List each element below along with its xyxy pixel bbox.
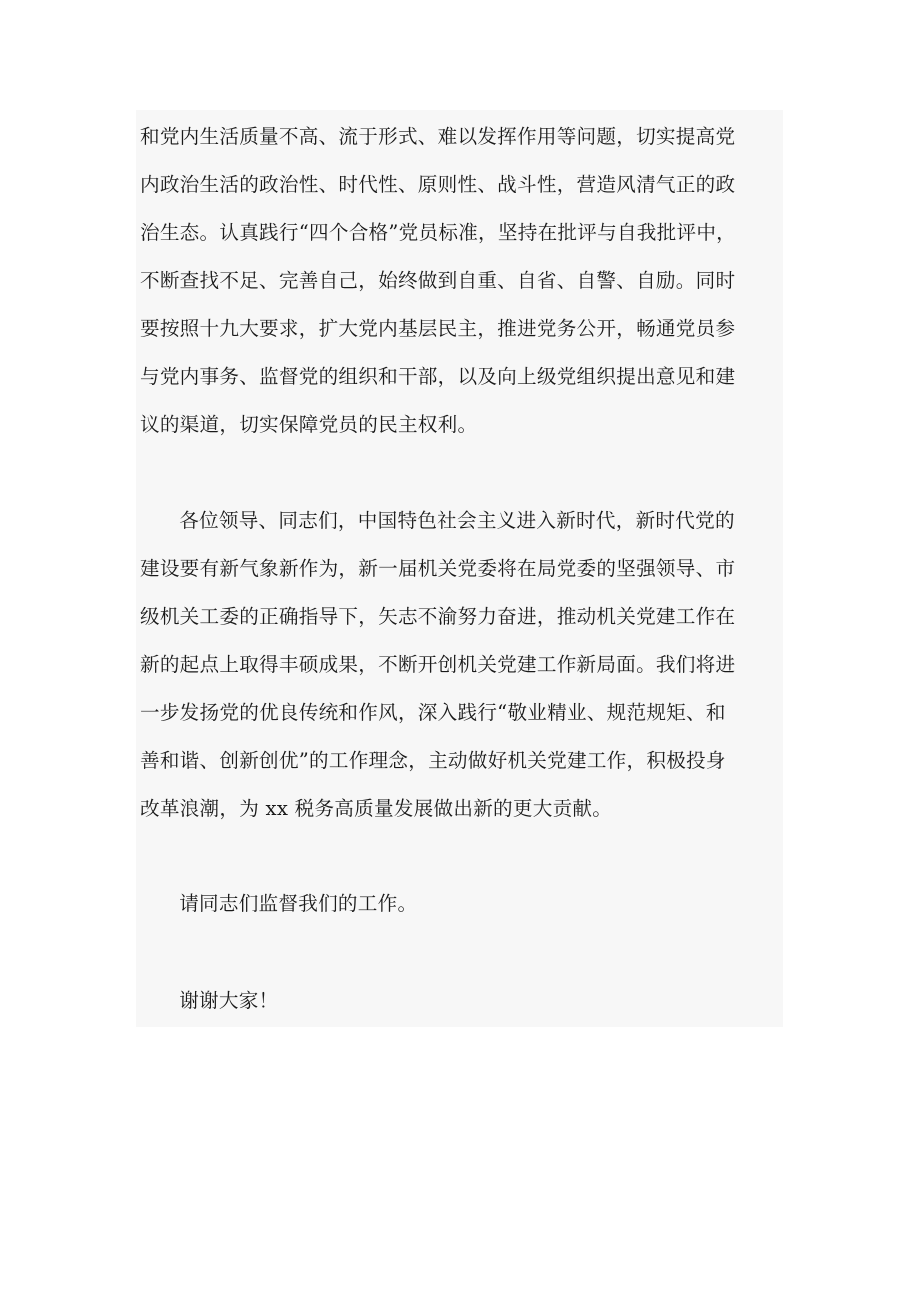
text-line: 和党内生活质量不高、流于形式、难以发挥作用等问题，切实提高党	[140, 125, 736, 148]
text-line: 请同志们监督我们的工作。	[179, 892, 418, 915]
text-line: 新的起点上取得丰硕成果，不断开创机关党建工作新局面。我们将进	[140, 653, 736, 676]
text-line: 建设要有新气象新作为，新一届机关党委将在局党委的坚强领导、市	[140, 557, 736, 580]
paragraph-thanks	[140, 977, 780, 1025]
text-line: 各位领导、同志们，中国特色社会主义进入新时代，新时代党的	[179, 509, 735, 532]
text-line: 一步发扬党的优良传统和作风，深入践行“敬业精业、规范规矩、和	[140, 701, 726, 724]
paragraph-closing-remarks	[140, 497, 780, 833]
text-line: 内政治生活的政治性、时代性、原则性、战斗性，营造风清气正的政	[140, 173, 736, 196]
paragraph-request	[140, 880, 780, 928]
text-line: 善和谐、创新创优”的工作理念，主动做好机关党建工作，积极投身	[140, 749, 726, 772]
document-text-block	[136, 110, 783, 1027]
text-line: 级机关工委的正确指导下，矢志不渝努力奋进，推动机关党建工作在	[140, 605, 736, 628]
text-line: 谢谢大家！	[179, 989, 279, 1012]
text-line: 要按照十九大要求，扩大党内基层民主，推进党务公开，畅通党员参	[140, 317, 736, 340]
text-line: 不断查找不足、完善自己，始终做到自重、自省、自警、自励。同时	[140, 269, 736, 292]
text-line: 改革浪潮，为 xx 税务高质量发展做出新的更大贡献。	[140, 797, 613, 820]
text-line: 议的渠道，切实保障党员的民主权利。	[140, 413, 478, 436]
paragraph-continuation	[140, 113, 780, 449]
text-line: 治生态。认真践行“四个合格”党员标准，坚持在批评与自我批评中，	[140, 221, 737, 244]
text-line: 与党内事务、监督党的组织和干部，以及向上级党组织提出意见和建	[140, 365, 736, 388]
